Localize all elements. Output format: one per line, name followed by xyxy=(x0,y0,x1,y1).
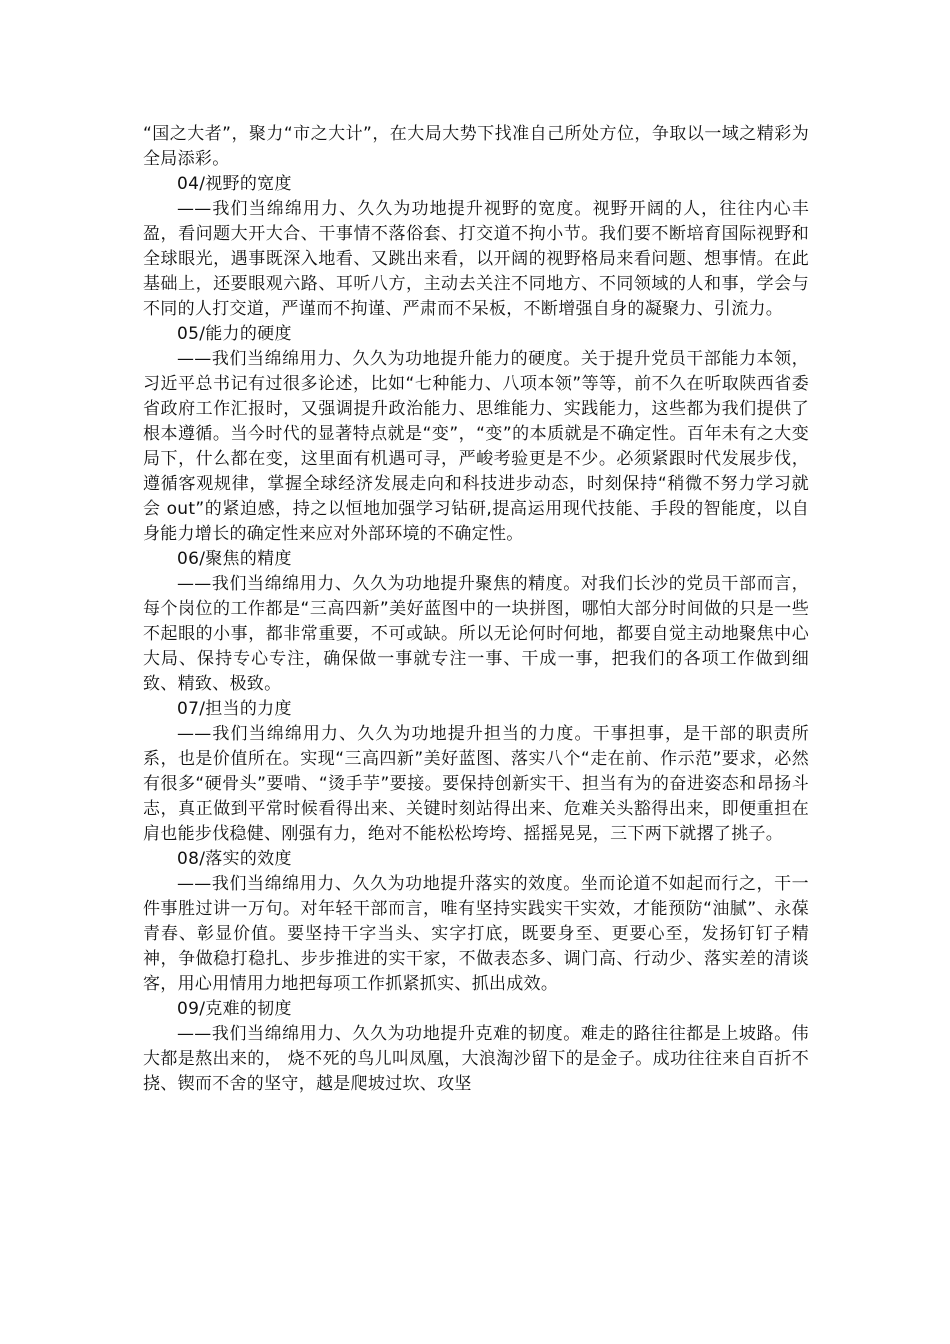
section-heading-04: 04/视野的宽度 xyxy=(177,174,292,194)
section-heading-05: 05/能力的硬度 xyxy=(177,324,292,344)
section-heading-06: 06/聚焦的精度 xyxy=(177,549,292,569)
paragraph-06: ——我们当绵绵用力、久久为功地提升聚焦的精度。对我们长沙的党员干部而言，每个岗位的工作都是“三高四新”美好蓝图中的一块拼图，哪怕大部分时间做的只是一些不起眼的小事，都非常重要，不可或缺。所以无论何时何地，都要自觉主动地聚焦中心大局、保持专心专注，确保做一事就专注一事、干成一事，把我们的各项工作做到细致、精致、极致。 xyxy=(143,574,809,694)
paragraph-intro: “国之大者”，聚力“市之大计”，在大局大势下找准自己所处方位，争取以一域之精彩为全局添彩。 xyxy=(143,124,809,169)
paragraph-04: ——我们当绵绵用力、久久为功地提升视野的宽度。视野开阔的人，往往内心丰盈，看问题大开大合、干事情不落俗套、打交道不拘小节。我们要不断培育国际视野和全球眼光，遇事既深入地看、又跳出来看，以开阔的视野格局来看问题、想事情。在此基础上，还要眼观六路、耳听八方，主动去关注不同地方、不同领域的人和事，学会与不同的人打交道，严谨而不拘谨、严肃而不呆板，不断增强自身的凝聚力、引流力。 xyxy=(143,199,809,319)
paragraph-05: ——我们当绵绵用力、久久为功地提升能力的硬度。关于提升党员干部能力本领，习近平总书记有过很多论述，比如“七种能力、八项本领”等等，前不久在听取陕西省委省政府工作汇报时，又强调提升政治能力、思维能力、实践能力，这些都为我们提供了根本遵循。当今时代的显著特点就是“变”，“变”的本质就是不确定性。百年未有之大变局下，什么都在变，这里面有机遇可寻，严峻考验更是不少。必须紧跟时代发展步伐，遵循客观规律，掌握全球经济发展走向和科技进步动态，时刻保持“稍微不努力学习就会 out”的紧迫感，持之以恒地加强学习钻研,提高运用现代技能、手段的智能度，以自身能力增长的确定性来应对外部环境的不确定性。 xyxy=(143,349,809,544)
section-heading-09: 09/克难的韧度 xyxy=(177,999,292,1019)
section-heading-08: 08/落实的效度 xyxy=(177,849,292,869)
document-body xyxy=(143,122,809,1097)
paragraph-09: ——我们当绵绵用力、久久为功地提升克难的韧度。难走的路往往都是上坡路。伟大都是熬出来的， 烧不死的鸟儿叫凤凰，大浪淘沙留下的是金子。成功往往来自百折不挠、锲而不舍的坚守，越是爬坡过坎、攻坚 xyxy=(143,1024,809,1094)
paragraph-08: ——我们当绵绵用力、久久为功地提升落实的效度。坐而论道不如起而行之，干一件事胜过讲一万句。对年轻干部而言，唯有坚持实践实干实效，才能预防“油腻”、永葆青春、彰显价值。要坚持干字当头、实字打底，既要身至、更要心至，发扬钉钉子精神，争做稳打稳扎、步步推进的实干家，不做表态多、调门高、行动少、落实差的清谈客，用心用情用力地把每项工作抓紧抓实、抓出成效。 xyxy=(143,874,809,994)
paragraph-07: ——我们当绵绵用力、久久为功地提升担当的力度。干事担事，是干部的职责所系，也是价值所在。实现“三高四新”美好蓝图、落实八个“走在前、作示范”要求，必然有很多“硬骨头”要啃、“烫手芋”要接。要保持创新实干、担当有为的奋进姿态和昂扬斗志，真正做到平常时候看得出来、关键时刻站得出来、危难关头豁得出来，即便重担在肩也能步伐稳健、刚强有力，绝对不能松松垮垮、摇摇晃晃，三下两下就撂了挑子。 xyxy=(143,724,809,844)
section-heading-07: 07/担当的力度 xyxy=(177,699,292,719)
